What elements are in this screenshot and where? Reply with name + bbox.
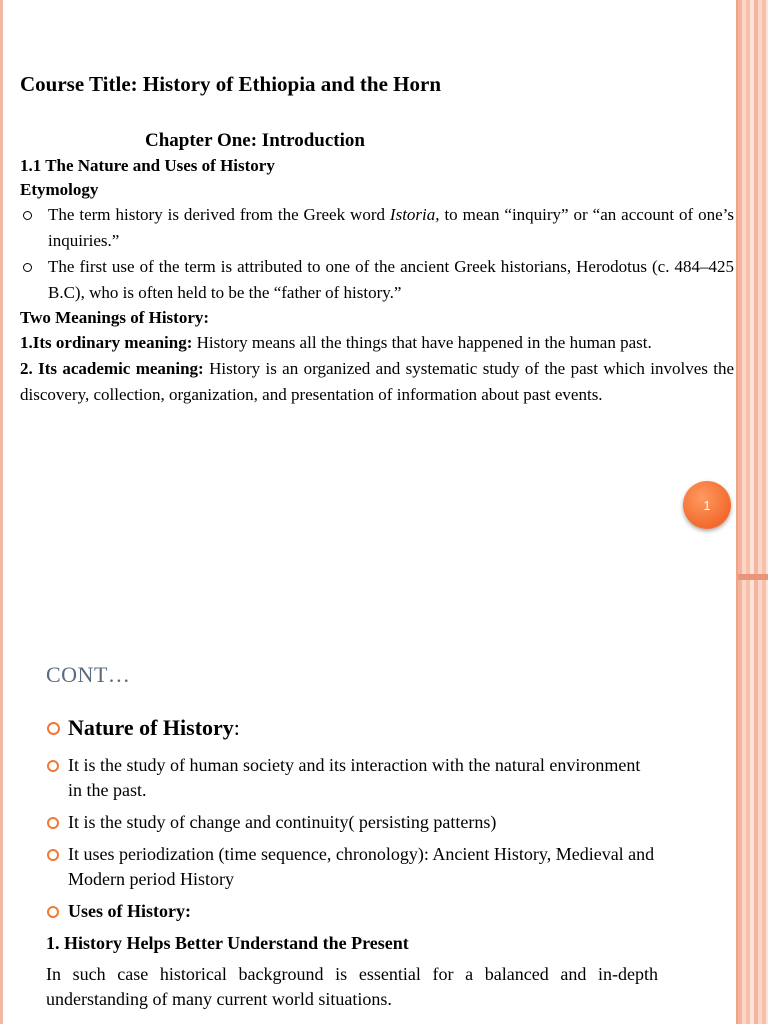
list-item: [46, 842, 658, 892]
list-item: [20, 254, 734, 306]
uses-heading: Uses of History:: [68, 901, 191, 921]
etymology-text-after: , to mean “inquiry” or “an account of one’s inquiries.”: [48, 205, 734, 250]
academic-meaning-paragraph: [20, 356, 734, 408]
section-title: 1.1 The Nature and Uses of History: [20, 156, 275, 175]
left-border-line: [0, 0, 3, 1024]
list-item: [46, 899, 658, 924]
academic-meaning-label: 2. Its academic meaning:: [20, 359, 204, 378]
etymology-heading: Etymology: [20, 180, 99, 199]
slide-2: [46, 713, 658, 1012]
orange-circle-bullet-icon: [47, 849, 59, 861]
ordinary-meaning-paragraph: [20, 330, 734, 356]
course-title: Course Title: History of Ethiopia and the Horn: [20, 72, 441, 96]
ordinary-meaning-text: History means all the things that have happened in the human past.: [192, 333, 652, 352]
orange-circle-bullet-icon: [47, 760, 59, 772]
nature-bullet-text: It uses periodization (time sequence, chronology): Ancient History, Medieval and Modern period History: [68, 844, 655, 889]
nature-bullet-text: It is the study of human society and its interaction with the natural environment in the past.: [68, 755, 641, 800]
list-item: [20, 202, 734, 254]
academic-meaning-text: History is an organized and systematic study of the past which involves the discovery, collection, organization, and presentation of information about past events.: [20, 359, 734, 404]
nature-list: [46, 713, 658, 924]
use-1-heading: 1. History Helps Better Understand the Present: [46, 933, 409, 953]
orange-circle-bullet-icon: [47, 722, 60, 735]
meanings-heading: Two Meanings of History:: [20, 308, 210, 327]
greek-word: Istoria: [389, 205, 436, 224]
chapter-title: Chapter One: Introduction: [145, 130, 365, 151]
decorative-stripe-band: [738, 0, 768, 1024]
etymology-list: [20, 202, 734, 306]
ordinary-meaning-label: 1.Its ordinary meaning:: [20, 333, 193, 352]
orange-circle-bullet-icon: [47, 817, 59, 829]
list-item: [46, 810, 658, 835]
page-number-badge: 1: [683, 481, 731, 529]
orange-circle-bullet-icon: [47, 906, 59, 918]
use-1-text: In such case historical background is essential for a balanced and in-depth understanding of many current world situations.: [46, 964, 658, 1009]
etymology-text-before: The term history is derived from the Greek word: [48, 205, 390, 224]
herodotus-text: The first use of the term is attributed to one of the ancient Greek historians, Herodotus (c. 484–425 B.C), who is often held to be the “father of history.”: [48, 257, 734, 302]
nature-heading-colon: :: [233, 715, 240, 740]
slide-1: [20, 70, 734, 408]
slide-2-title: CONT…: [46, 662, 131, 687]
hollow-circle-bullet-icon: [23, 263, 32, 272]
nature-heading: Nature of History: [68, 715, 234, 740]
stripe-divider: [738, 574, 768, 580]
list-item: [46, 753, 658, 803]
nature-heading-item: [46, 713, 658, 743]
hollow-circle-bullet-icon: [23, 211, 32, 220]
nature-bullet-text: It is the study of change and continuity( persisting patterns): [68, 812, 497, 832]
